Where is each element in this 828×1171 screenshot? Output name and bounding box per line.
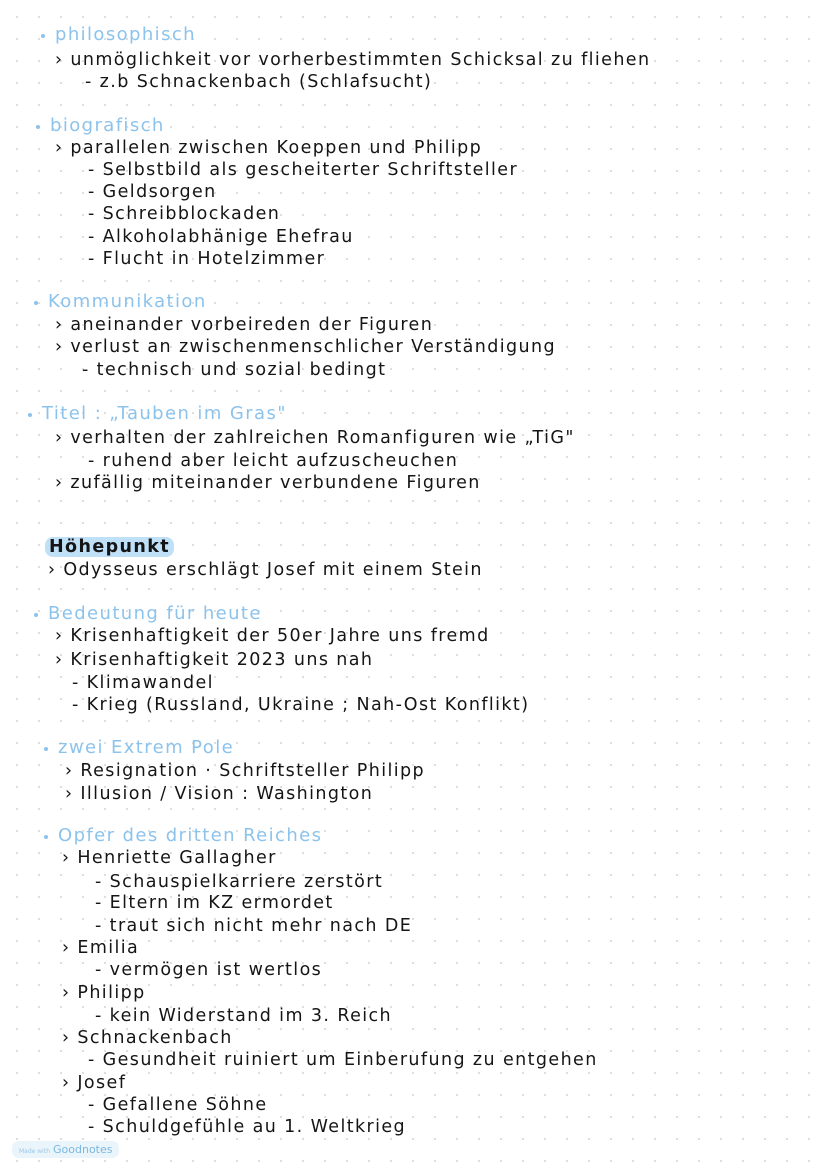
note-subpoint [88, 450, 458, 472]
note-text: › Resignation · Schriftsteller Philipp [65, 761, 426, 781]
note-text: biografisch [50, 115, 165, 136]
note-text: › verhalten der zahlreichen Romanfiguren wie „TiG" [55, 428, 575, 448]
note-text: - technisch und sozial bedingt [82, 360, 387, 380]
note-text: › Henriette Gallagher [62, 848, 277, 868]
note-text: zwei Extrem Pole [58, 737, 235, 758]
note-subpoint [82, 359, 386, 381]
note-text: - Schauspielkarriere zerstört [95, 872, 384, 892]
note-text: - kein Widerstand im 3. Reich [95, 1006, 393, 1026]
note-subpoint [95, 892, 334, 914]
note-text: › Philipp [62, 983, 146, 1003]
note-text: › zufällig miteinander verbundene Figuren [55, 473, 481, 493]
bullet-dot-icon [28, 413, 32, 417]
section-heading [48, 603, 262, 625]
section-heading [48, 291, 207, 313]
note-subpoint [72, 694, 529, 716]
note-subpoint [88, 1049, 598, 1071]
note-text: philosophisch [55, 24, 196, 45]
bullet-dot-icon [44, 747, 48, 751]
note-text: - Gefallene Söhne [88, 1095, 268, 1115]
note-point [55, 649, 373, 671]
note-text: › aneinander vorbeireden der Figuren [55, 315, 434, 335]
note-point [62, 937, 139, 959]
note-subpoint [85, 71, 432, 93]
note-point [62, 1072, 126, 1094]
note-point [65, 760, 425, 782]
note-point [62, 1027, 233, 1049]
section-heading [55, 24, 196, 46]
note-point [55, 336, 556, 358]
note-subpoint [88, 1116, 406, 1138]
note-point [55, 625, 490, 647]
note-text: - Geldsorgen [88, 182, 217, 202]
note-text: - Alkoholabhänige Ehefrau [88, 227, 354, 247]
note-subpoint [88, 226, 354, 248]
note-subpoint [88, 181, 217, 203]
note-text: - Klimawandel [72, 673, 214, 693]
note-subpoint [88, 248, 325, 270]
note-text: - Krieg (Russland, Ukraine ; Nah-Ost Konflikt) [72, 695, 530, 715]
note-text: › Illusion / Vision : Washington [65, 784, 374, 804]
note-subpoint [88, 203, 280, 225]
note-text: - ruhend aber leicht aufzuscheuchen [88, 451, 459, 471]
note-subpoint [95, 915, 412, 937]
note-subpoint [95, 871, 383, 893]
note-text: Kommunikation [48, 291, 207, 312]
section-heading [58, 737, 234, 759]
note-text: Bedeutung für heute [48, 603, 262, 624]
note-text: - Schreibblockaden [88, 204, 281, 224]
note-text: Höhepunkt [45, 537, 174, 557]
note-text: - Schuldgefühle au 1. Weltkrieg [88, 1117, 407, 1137]
section-heading [42, 403, 287, 425]
note-subpoint [95, 959, 322, 981]
note-text: › Emilia [62, 938, 140, 958]
bullet-dot-icon [34, 613, 38, 617]
note-text: › Krisenhaftigkeit 2023 uns nah [55, 650, 374, 670]
note-subpoint [88, 1094, 268, 1116]
note-subpoint [88, 159, 518, 181]
note-text: - Flucht in Hotelzimmer [88, 249, 326, 269]
note-text: › parallelen zwischen Koeppen und Philipp [55, 138, 483, 158]
bullet-dot-icon [36, 125, 40, 129]
note-text: Titel : „Tauben im Gras" [42, 403, 287, 424]
note-subpoint [72, 672, 214, 694]
note-text: - vermögen ist wertlos [95, 960, 323, 980]
note-text: › unmöglichkeit vor vorherbestimmten Schicksal zu fliehen [55, 50, 651, 70]
highlighted-heading [45, 536, 174, 558]
goodnotes-badge: Made with Goodnotes [12, 1141, 119, 1158]
note-text: › Josef [62, 1073, 127, 1093]
note-text: - Selbstbild als gescheiterter Schriftsteller [88, 160, 519, 180]
bullet-dot-icon [34, 301, 38, 305]
section-heading [58, 825, 322, 847]
note-text: › Odysseus erschlägt Josef mit einem Stein [48, 560, 483, 580]
note-text: › verlust an zwischenmenschlicher Verständigung [55, 337, 557, 357]
note-point [55, 137, 482, 159]
note-text: - Eltern im KZ ermordet [95, 893, 334, 913]
bullet-dot-icon [44, 835, 48, 839]
note-point [55, 427, 575, 449]
section-heading [50, 115, 165, 137]
note-point [55, 472, 481, 494]
note-point [55, 49, 650, 71]
note-text: - traut sich nicht mehr nach DE [95, 916, 413, 936]
bullet-dot-icon [41, 34, 45, 38]
note-text: - z.b Schnackenbach (Schlafsucht) [85, 72, 433, 92]
note-subpoint [95, 1005, 392, 1027]
note-point [55, 314, 433, 336]
note-point [48, 559, 483, 581]
note-point [62, 982, 146, 1004]
note-text: - Gesundheit ruiniert um Einberufung zu entgehen [88, 1050, 598, 1070]
note-text: Opfer des dritten Reiches [58, 825, 323, 846]
note-text: › Krisenhaftigkeit der 50er Jahre uns fremd [55, 626, 490, 646]
note-point [65, 783, 373, 805]
note-text: › Schnackenbach [62, 1028, 233, 1048]
note-point [62, 847, 277, 869]
